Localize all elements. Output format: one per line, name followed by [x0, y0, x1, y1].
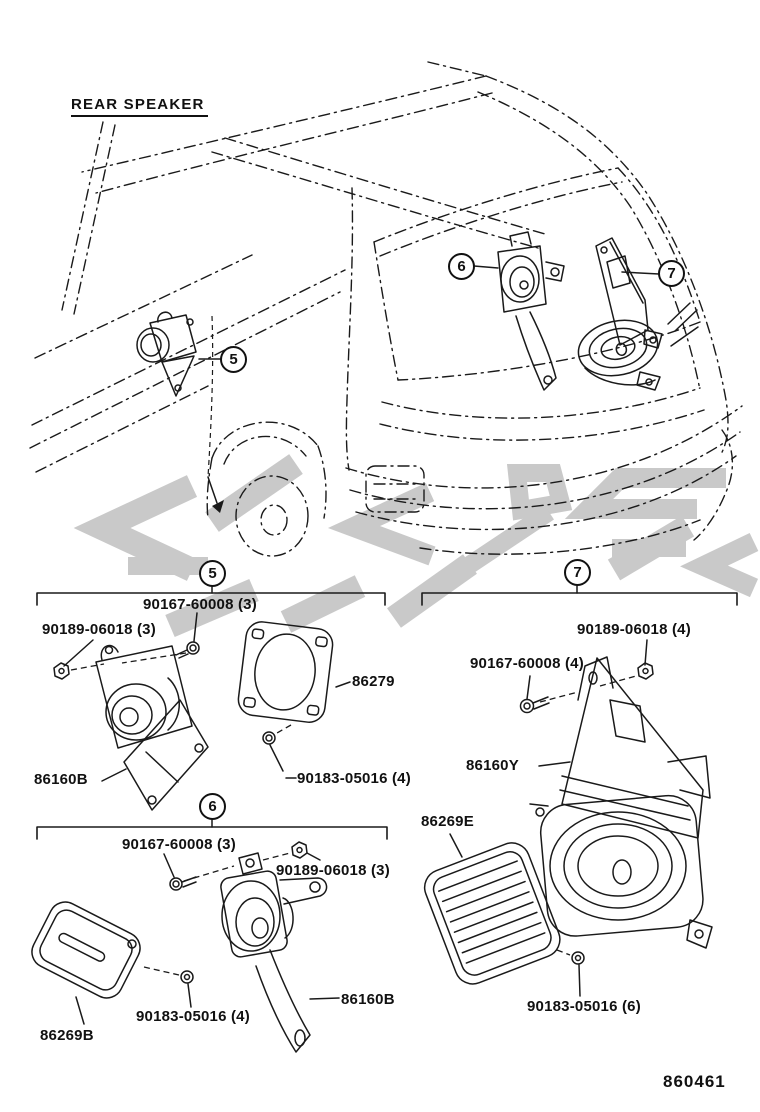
- part-label-s6-86160B: 86160B: [341, 991, 395, 1008]
- section-callout-5: 5: [199, 560, 226, 587]
- vehicle-speaker-7: [573, 238, 662, 390]
- vehicle-callout-5: 5: [220, 346, 247, 373]
- section-callout-6: 6: [199, 793, 226, 820]
- part-label-s5-90167-60008: 90167-60008 (3): [143, 596, 257, 613]
- part-label-s6-90189-06018: 90189-06018 (3): [276, 862, 390, 879]
- part-label-s6-90183-05016: 90183-05016 (4): [136, 1008, 250, 1025]
- vehicle-speaker-5: [137, 312, 220, 396]
- vehicle-speaker-6: [474, 232, 564, 390]
- part-label-s6-86269B: 86269B: [40, 1027, 94, 1044]
- part-label-s7-90167-60008: 90167-60008 (4): [470, 655, 584, 672]
- part-label-s7-90189-06018: 90189-06018 (4): [577, 621, 691, 638]
- part-label-s6-90167-60008: 90167-60008 (3): [122, 836, 236, 853]
- part-label-s7-86160Y: 86160Y: [466, 757, 519, 774]
- part-label-s7-86269E: 86269E: [421, 813, 474, 830]
- section-callout-7: 7: [564, 559, 591, 586]
- part-label-s5-90189-06018: 90189-06018 (3): [42, 621, 156, 638]
- part-label-s5-90183-05016: 90183-05016 (4): [297, 770, 411, 787]
- part-label-s5-86279: 86279: [352, 673, 395, 690]
- part-label-s7-90183-05016: 90183-05016 (6): [527, 998, 641, 1015]
- part-label-s5-86160B: 86160B: [34, 771, 88, 788]
- vehicle-callout-6: 6: [448, 253, 475, 280]
- figure-code: 860461: [663, 1072, 726, 1091]
- page-title: REAR SPEAKER: [71, 96, 208, 117]
- vehicle-callout-7: 7: [658, 260, 685, 287]
